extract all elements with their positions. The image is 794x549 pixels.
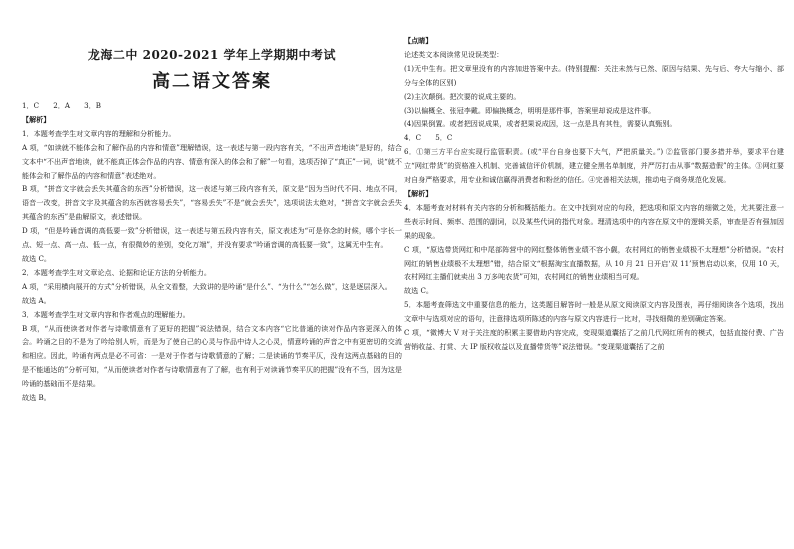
paragraph: 3．本题考查学生对文章内容和作者观点的理解能力。 <box>22 309 190 319</box>
paragraph: 故选 C。 <box>22 253 51 263</box>
paragraph: A 项，“如读就不能体会和了解作品的内容和情意”理解错误，这一表述与第一段内容有关，“不出声音地读”是好的，结合文本中“不出声音地读，就不能真正体会作品的内容、情意有深入的体会和了解”一句看，选项否掉了“真正”一词，说“就不能体会和了解作品的内容和情意”表述绝对。 <box>22 142 402 180</box>
paragraph: 5．本题考查筛选文中重要信息的能力，这类题目解答时一般是从原文阅读原文内容及图表，再仔细阅读各个选项，找出文章中与选项对应的语句，注意排选项所陈述的内容与原文内容进行一比对，寻找细微的差别确定答案。 <box>404 300 784 324</box>
paragraph: 故选 A。 <box>22 295 51 305</box>
paragraph: 故选 C。 <box>404 286 433 296</box>
paragraph: B 项，“从而使读者对作者与诗歌情意有了更好的把握”说法错误，结合文本内容“它比普通的读对作品内容更深入的体会。吟诵之目的不是为了吟给别人听，而是为了使自己的心灵与作品中诗人之心灵，情意吟诵的声音之中有更密切的交流和相应。因此，吟诵有两点是必不可省：一是对于作者与诗歌情意的了解；二是读诵的节奏平仄，没有这两点基础的目的是不能通达的”分析可知，“从而使读者对作者与诗歌情意有了了解，也有利于对读诵节奏平仄的把握”没有不当，因为这是吟诵的基础而不是结果。 <box>22 323 402 389</box>
paragraph: 1．本题考查学生对文章内容的理解和分析能力。 <box>22 128 176 138</box>
left-column <box>22 0 402 549</box>
document-subtitle: 高二语文答案 <box>152 71 272 92</box>
answer-key-4-5: 4．C 5．C <box>404 133 453 143</box>
paragraph: 论述类文本阅读常见设误类型： <box>404 49 504 59</box>
paragraph: (2)主次颠倒。把次要的说成主要的。 <box>404 91 521 101</box>
paragraph: 4．本题考查对材料有关内容的分析和概括能力。在文中找到对应的句段，把选项和原文内容的细微之处，尤其要注意一些表示时间、频率、范围的副词，以及某些代词的指代对象。理清选项中的内容在原文中的逻辑关系，审查是否有强加因果的现象。 <box>404 202 784 240</box>
paragraph: (4)因果倒置。或者把因说成果，或者把果说成因，这一点是具有其性，需要认真甄别。 <box>404 119 677 129</box>
paragraph: A 项，“采用横向展开的方式”分析错误，从全文看整，大致讲的是吟诵“是什么”、“为什么”“怎么做”，这是逐层深入。 <box>22 281 392 291</box>
paragraph: B 项，“拼音文字就会丢失其蕴含的东西”分析错误，这一表述与第三段内容有关，原文是“因为当时代不同、地点不同，语音一改变，拼音文字及其蕴含的东西就容易丢失”，“容易丢失”不是“就会丢失”，选项说法太绝对，“拼音文字就会丢失其蕴含的东西”是曲解原文，表述错误。 <box>22 184 402 222</box>
paragraph: D 项，“但是吟诵音调的高低要一致”分析错误，这一表述与第五段内容有关，原文表述为“可是你念的时候，哪个字长一点、短一点、高一点、低一点，有很微妙的差别，变化万端”，并没有要求“吟诵音调的高低要一致”，这属无中生有。 <box>22 226 402 250</box>
paragraph: C 项，“原选带货网红和中尾部阵营中的网红整体销售业绩不容小觑，农村网红的销售业绩极不太理想”分析错误。“农村网红的销售业绩极不太理想”错，结合原文“根据淘宝直播数据，从 10 月 21 日开启‘双 11’预售启动以来，仅用 10 天，农村网红主播们就卖出 3 万多吨农货”可知，农村网红的销售业绩相当可观。 <box>404 244 784 282</box>
paragraph: (3)以偏概全、张冠李戴。即偏换概念，明明是那件事，答案里却说成是这件事。 <box>404 105 656 115</box>
paragraph: C 项，“微博大 V 对于关注度的积累主要借助内容完成，变现渠道囊括了之前几代网红所有的模式，包括直接付费、广告营销收益、打赏、大 IP 版权收益以及直播带货等”说法错误。“变现渠道囊括了之前 <box>404 328 784 351</box>
document-title: 龙海二中 2020-2021 学年上学期期中考试 <box>87 48 337 62</box>
right-column <box>404 0 784 549</box>
tip-heading: 【点睛】 <box>404 36 433 45</box>
answer-key-1-3: 1．C 2．A 3．B <box>22 101 101 110</box>
paragraph: 故选 B。 <box>22 393 51 403</box>
analysis-heading: 【解析】 <box>404 188 433 198</box>
paragraph: 6．①第三方平台应实现行监管职责。(或“平台自身也要下大气，严把质量关。”) ②监管部门要多措并举，要求平台建立“网红带货”的资格准入机制、完善诚信评价机制，建立健全黑名单制度，并严厉打击从事“数据造假”的主体。③网红要对自身严格要求，用专业和诚信赢得消费者和粉丝的信任。④完善相关法规，推动电子商务规范化发展。 <box>404 147 784 185</box>
paragraph: 2．本题考查学生对文章论点、论据和论证方法的分析能力。 <box>22 267 211 277</box>
analysis-heading: 【解析】 <box>22 114 51 124</box>
paragraph: (1)无中生有。把文章里没有的内容加进答案中去。(特别提醒：关注未然与已然、原因与结果、先与后、夸大与缩小、部分与全体的区别) <box>404 63 784 87</box>
